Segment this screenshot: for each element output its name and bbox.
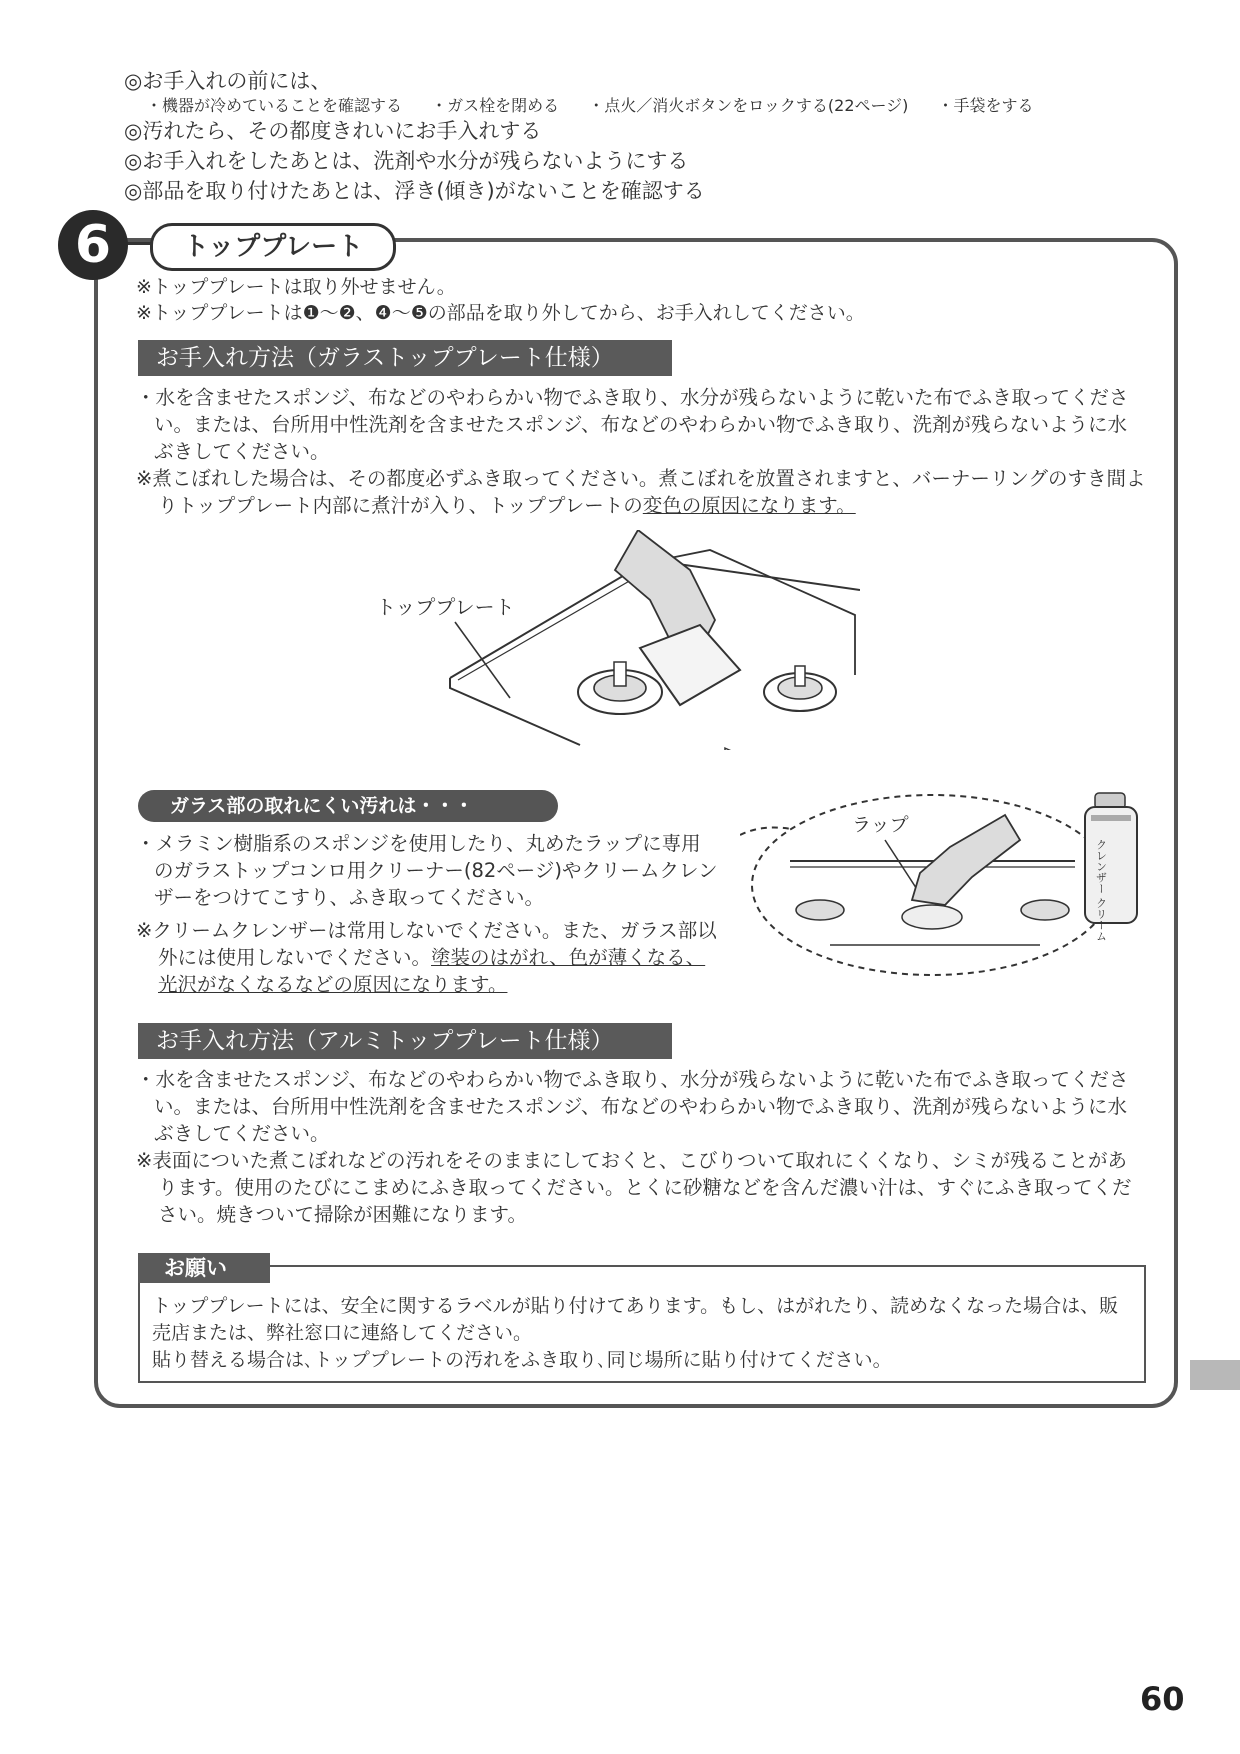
plate-edge-front — [450, 678, 580, 745]
glass-item: ・水を含ませたスポンジ、布などのやわらかい物でふき取り、水分が残らないように乾いた布でふき取ってください。または、台所用中性洗剤を含ませたスポンジ、布などのやわらかい物でふき取り、洗剤が残らないように水ぶきしてください。 — [136, 386, 1129, 463]
page-number: 60 — [1140, 1680, 1185, 1718]
stain-section-body — [136, 830, 720, 998]
before-item: ・点火／消火ボタンをロックする(22ページ) — [588, 96, 909, 115]
step-number-badge: 6 — [58, 210, 128, 280]
cleanser-bottle-icon — [1085, 793, 1137, 942]
bottle-label: クレンザー クリーム — [1094, 839, 1108, 942]
wiping-illustration — [370, 530, 860, 750]
glass-item-note — [136, 465, 1146, 519]
before-care-heading: ◎お手入れの前には、 — [124, 69, 332, 93]
stain-item: ・メラミン樹脂系のスポンジを使用したり、丸めたラップに専用のガラストップコンロ用クリーナー(82ページ)やクリームクレンザーをつけてこすり、ふき取ってください。 — [136, 832, 718, 909]
top-plate-label: トッププレート — [376, 595, 515, 619]
intro-line: ◎汚れたら、その都度きれいにお手入れする — [124, 119, 542, 143]
before-item: ・ガス栓を閉める — [431, 96, 560, 115]
step-note: ※トッププレートは取り外せません。 — [136, 276, 456, 298]
glass-section-body — [136, 384, 1146, 519]
glass-note-warning: 変色の原因になります。 — [642, 494, 856, 517]
step-note: ※トッププレートは❶〜❷、❹〜❺の部品を取り外してから、お手入れしてください。 — [136, 302, 865, 324]
intro-line: ◎お手入れをしたあとは、洗剤や水分が残らないようにする — [124, 149, 689, 173]
before-item: ・手袋をする — [937, 96, 1034, 115]
request-tag: お願い — [138, 1253, 270, 1283]
burner-right — [1021, 900, 1069, 920]
stain-note-warning: 塗装のはがれ、色が薄くなる、光沢がなくなるなどの原因になります。 — [158, 946, 706, 996]
request-body — [152, 1293, 1136, 1374]
burner-right — [764, 666, 836, 711]
request-line: トッププレートには、安全に関するラベルが貼り付けてあります。もし、はがれたり、読めなくなった場合は、販売店または、弊社窓口に連絡してください。 — [152, 1295, 1119, 1344]
glass-section-heading: お手入れ方法（ガラストッププレート仕様） — [138, 340, 672, 376]
stain-note-text: ※クリームクレンザーは常用しないでください。また、ガラス部以外には使用しないでください。 — [136, 919, 717, 969]
burner-left — [796, 900, 844, 920]
glass-note-text: ※煮こぼれした場合は、その都度必ずふき取ってください。煮こぼれを放置されますと、バーナーリングのすき間よりトッププレート内部に煮汁が入り、トッププレートの — [136, 467, 1146, 517]
wrap-label: ラップ — [852, 814, 909, 836]
alumi-item-note: ※表面についた煮こぼれなどの汚れをそのままにしておくと、こびりついて取れにくくなり、シミが残ることがあります。使用のたびにこまめにふき取ってください。とくに砂糖などを含んだ濃い汁は、すぐにふき取ってください。焼きついて掃除が困難になります。 — [136, 1149, 1132, 1226]
intro-line: ◎部品を取り付けたあとは、浮き(傾き)がないことを確認する — [124, 179, 705, 203]
alumi-item: ・水を含ませたスポンジ、布などのやわらかい物でふき取り、水分が残らないように乾いた布でふき取ってください。または、台所用中性洗剤を含ませたスポンジ、布などのやわらかい物でふき取り、洗剤が残らないように水ぶきしてください。 — [136, 1068, 1129, 1145]
step-title: トッププレート — [150, 223, 396, 271]
stain-label: ガラス部の取れにくい汚れは・・・ — [138, 790, 558, 822]
before-item: ・機器が冷めていることを確認する — [146, 96, 403, 115]
alumi-section-body — [136, 1066, 1146, 1228]
stain-item-note — [136, 917, 720, 998]
intro-block — [124, 66, 1164, 206]
request-box — [138, 1265, 1146, 1383]
request-line: 貼り替える場合は､トッププレートの汚れをふき取り､同じ場所に貼り付けてください。 — [152, 1349, 892, 1371]
label-leader-line — [455, 622, 510, 698]
wrap-cleaning-illustration — [740, 785, 1160, 990]
alumi-section-heading: お手入れ方法（アルミトッププレート仕様） — [138, 1023, 672, 1059]
burner-left — [578, 662, 662, 714]
wrap-ball — [902, 905, 962, 929]
side-index-tab — [1190, 1360, 1240, 1390]
before-care-items — [124, 96, 1164, 116]
